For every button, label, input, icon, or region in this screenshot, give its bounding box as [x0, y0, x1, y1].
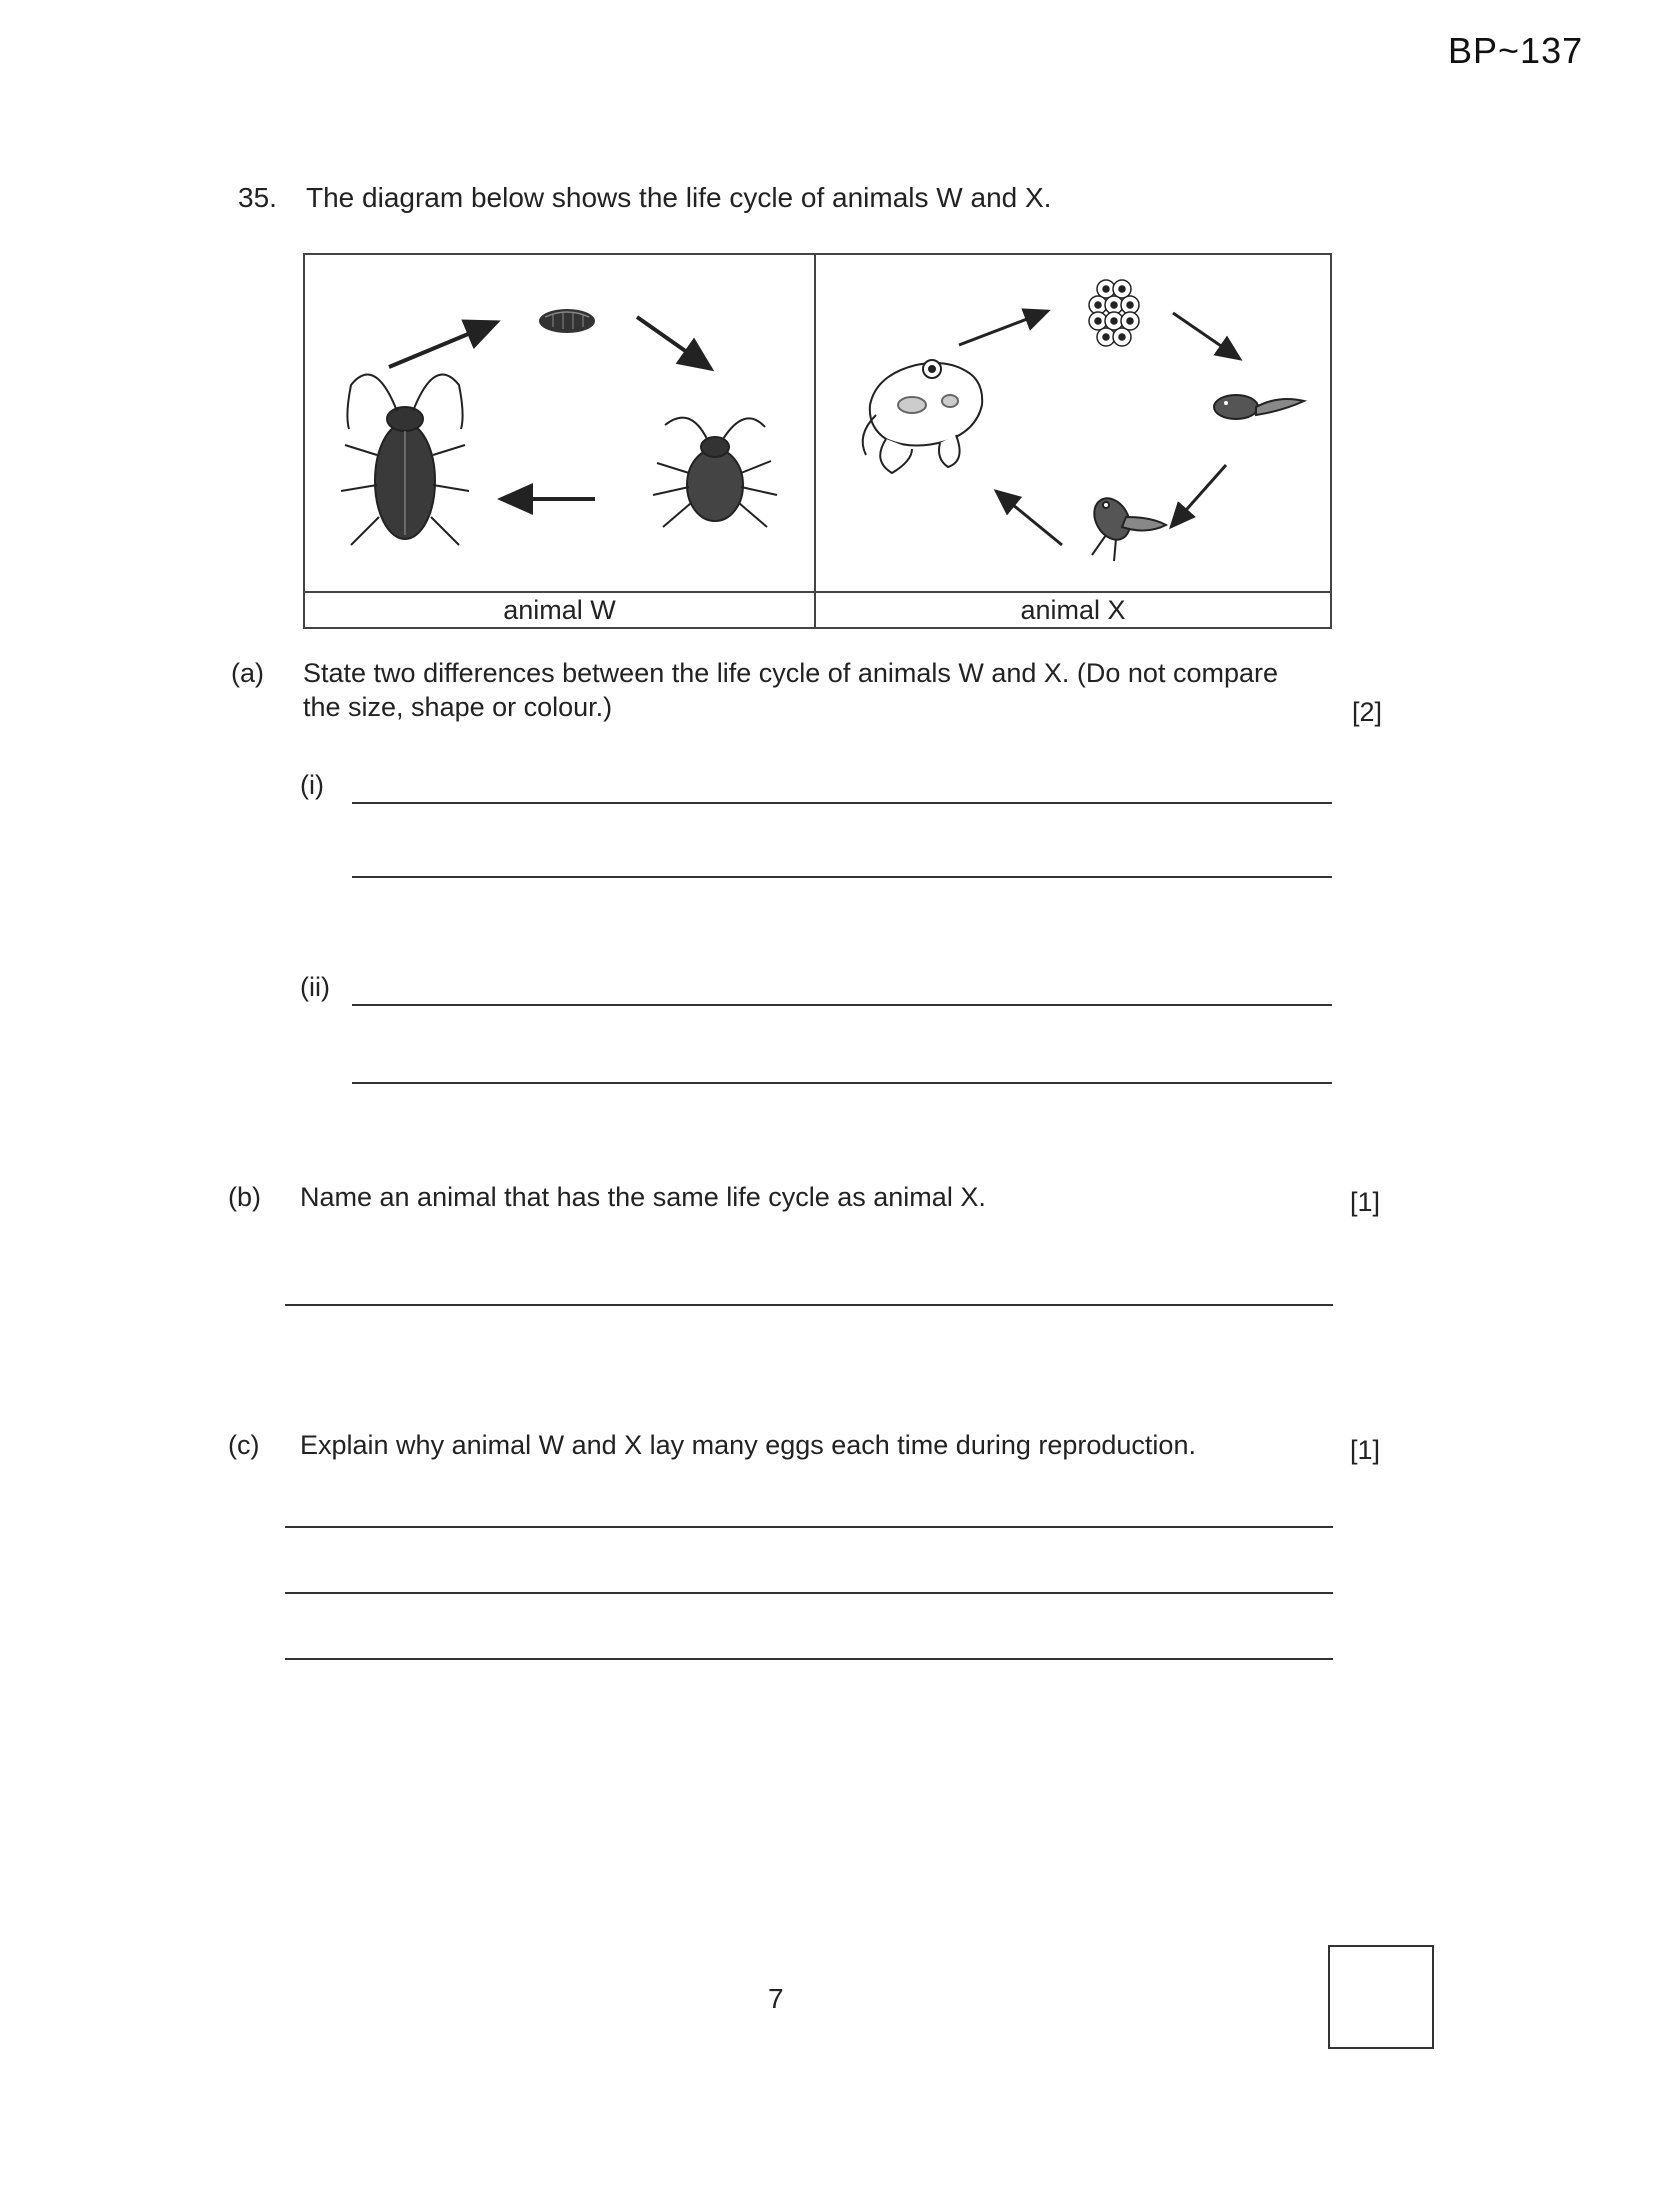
- nymph-icon: [653, 418, 777, 527]
- animal-w-life-cycle: [305, 255, 814, 591]
- part-a-label: (a): [231, 658, 264, 688]
- part-a-sub-i-label: (i): [300, 770, 324, 800]
- animal-w-label: animal W: [305, 593, 816, 629]
- part-a-text-line1: State two differences between the life cycle of animals W and X. (Do not compare: [303, 658, 1278, 688]
- frogspawn-icon: [1089, 280, 1139, 346]
- adult-frog-icon: [863, 360, 983, 473]
- animal-w-panel: [305, 255, 816, 591]
- part-c-marks: [1]: [1350, 1435, 1381, 1465]
- answer-line-a-ii-2[interactable]: [352, 1082, 1332, 1084]
- tadpole-icon: [1214, 395, 1304, 419]
- adult-cockroach-icon: [341, 375, 469, 545]
- part-a-marks: [2]: [1352, 697, 1383, 727]
- part-b-text: Name an animal that has the same life cycle as animal X.: [300, 1182, 986, 1212]
- part-a-text-line2: the size, shape or colour.): [303, 692, 613, 722]
- life-cycle-diagram: [303, 253, 1332, 629]
- diagram-label-row: [305, 591, 1330, 629]
- answer-line-c-1[interactable]: [285, 1526, 1333, 1528]
- paper-code: BP~137: [1448, 30, 1584, 71]
- part-a-sub-ii-label: (ii): [300, 972, 330, 1002]
- animal-x-label: animal X: [1020, 595, 1126, 625]
- answer-line-c-3[interactable]: [285, 1658, 1333, 1660]
- answer-line-a-i-1[interactable]: [352, 802, 1332, 804]
- part-b-label: (b): [228, 1182, 261, 1212]
- answer-line-c-2[interactable]: [285, 1592, 1333, 1594]
- arrow-egg-to-nymph: [637, 317, 711, 369]
- answer-line-a-ii-1[interactable]: [352, 1004, 1332, 1006]
- animal-x-panel: [816, 255, 1330, 591]
- part-c-label: (c): [228, 1430, 260, 1460]
- arrow-frog-to-spawn: [959, 311, 1048, 345]
- answer-line-b[interactable]: [285, 1304, 1333, 1306]
- egg-case-icon: [539, 309, 595, 333]
- arrow-spawn-to-tadpole: [1173, 313, 1240, 359]
- part-b-marks: [1]: [1350, 1187, 1381, 1217]
- question-intro: The diagram below shows the life cycle of animals W and X.: [306, 182, 1052, 213]
- marks-box[interactable]: [1328, 1945, 1434, 2049]
- question-number: 35.: [238, 182, 277, 213]
- part-c-text: Explain why animal W and X lay many eggs each time during reproduction.: [300, 1430, 1196, 1460]
- arrow-froglet-to-frog: [996, 491, 1062, 545]
- page-number: 7: [768, 1983, 784, 2014]
- froglet-icon: [1087, 492, 1166, 561]
- arrow-adult-to-egg: [389, 322, 497, 367]
- animal-x-life-cycle: [816, 255, 1330, 591]
- arrow-tadpole-to-froglet: [1171, 465, 1226, 527]
- answer-line-a-i-2[interactable]: [352, 876, 1332, 878]
